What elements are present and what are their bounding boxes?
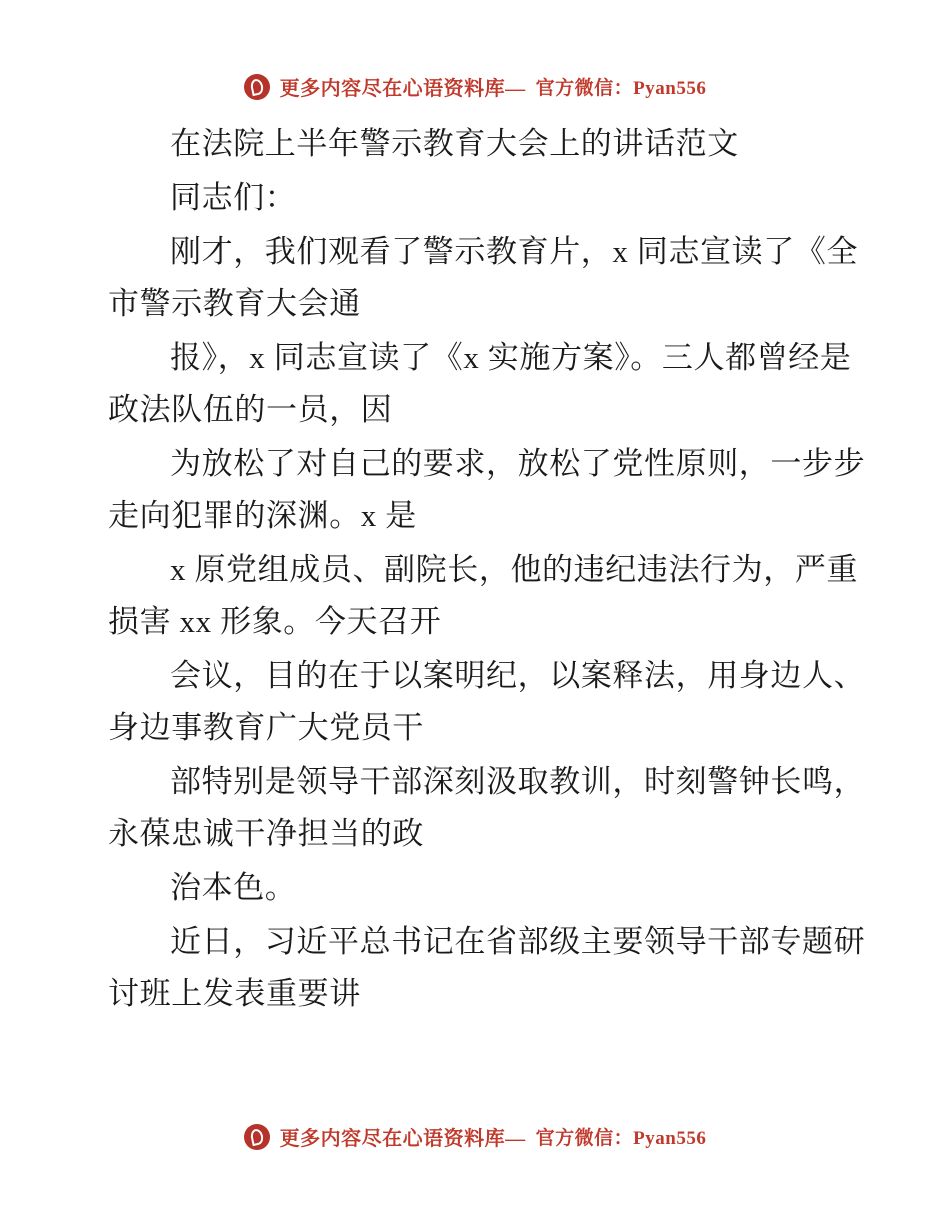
document-paragraph: x 原党组成员、副院长，他的违纪违法行为，严重损害 xx 形象。今天召开 <box>108 552 859 639</box>
document-paragraph: 在法院上半年警示教育大会上的讲话范文 <box>170 126 739 161</box>
document-paragraph: 会议，目的在于以案明纪，以案释法，用身边人、身边事教育广大党员干 <box>108 658 866 745</box>
watermark-banner-top <box>0 72 950 101</box>
document-paragraph: 部特别是领导干部深刻汲取教训，时刻警钟长鸣，永葆忠诚干净担当的政 <box>108 764 866 851</box>
document-paragraph: 同志们： <box>170 180 297 215</box>
watermark-sub-text: 官方微信：Pyan556 <box>535 78 707 99</box>
document-paragraph: 治本色。 <box>170 870 297 905</box>
document-paragraph: 近日，习近平总书记在省部级主要领导干部专题研讨班上发表重要讲 <box>108 924 866 1011</box>
document-paragraph: 为放松了对自己的要求，放松了党性原则，一步步走向犯罪的深渊。x 是 <box>108 446 866 533</box>
watermark-sub-text: 官方微信：Pyan556 <box>535 1128 707 1149</box>
water-drop-logo-icon <box>244 74 270 100</box>
watermark-main-text: 更多内容尽在心语资料库— <box>279 78 526 100</box>
watermark-main-text: 更多内容尽在心语资料库— <box>279 1128 526 1150</box>
document-paragraph: 刚才，我们观看了警示教育片，x 同志宣读了《全市警示教育大会通 <box>108 234 859 321</box>
document-paragraph: 报》，x 同志宣读了《x 实施方案》。三人都曾经是政法队伍的一员，因 <box>108 340 852 427</box>
water-drop-logo-icon <box>244 1124 270 1150</box>
document-text-body <box>108 118 868 1022</box>
watermark-banner-bottom <box>0 1122 950 1151</box>
